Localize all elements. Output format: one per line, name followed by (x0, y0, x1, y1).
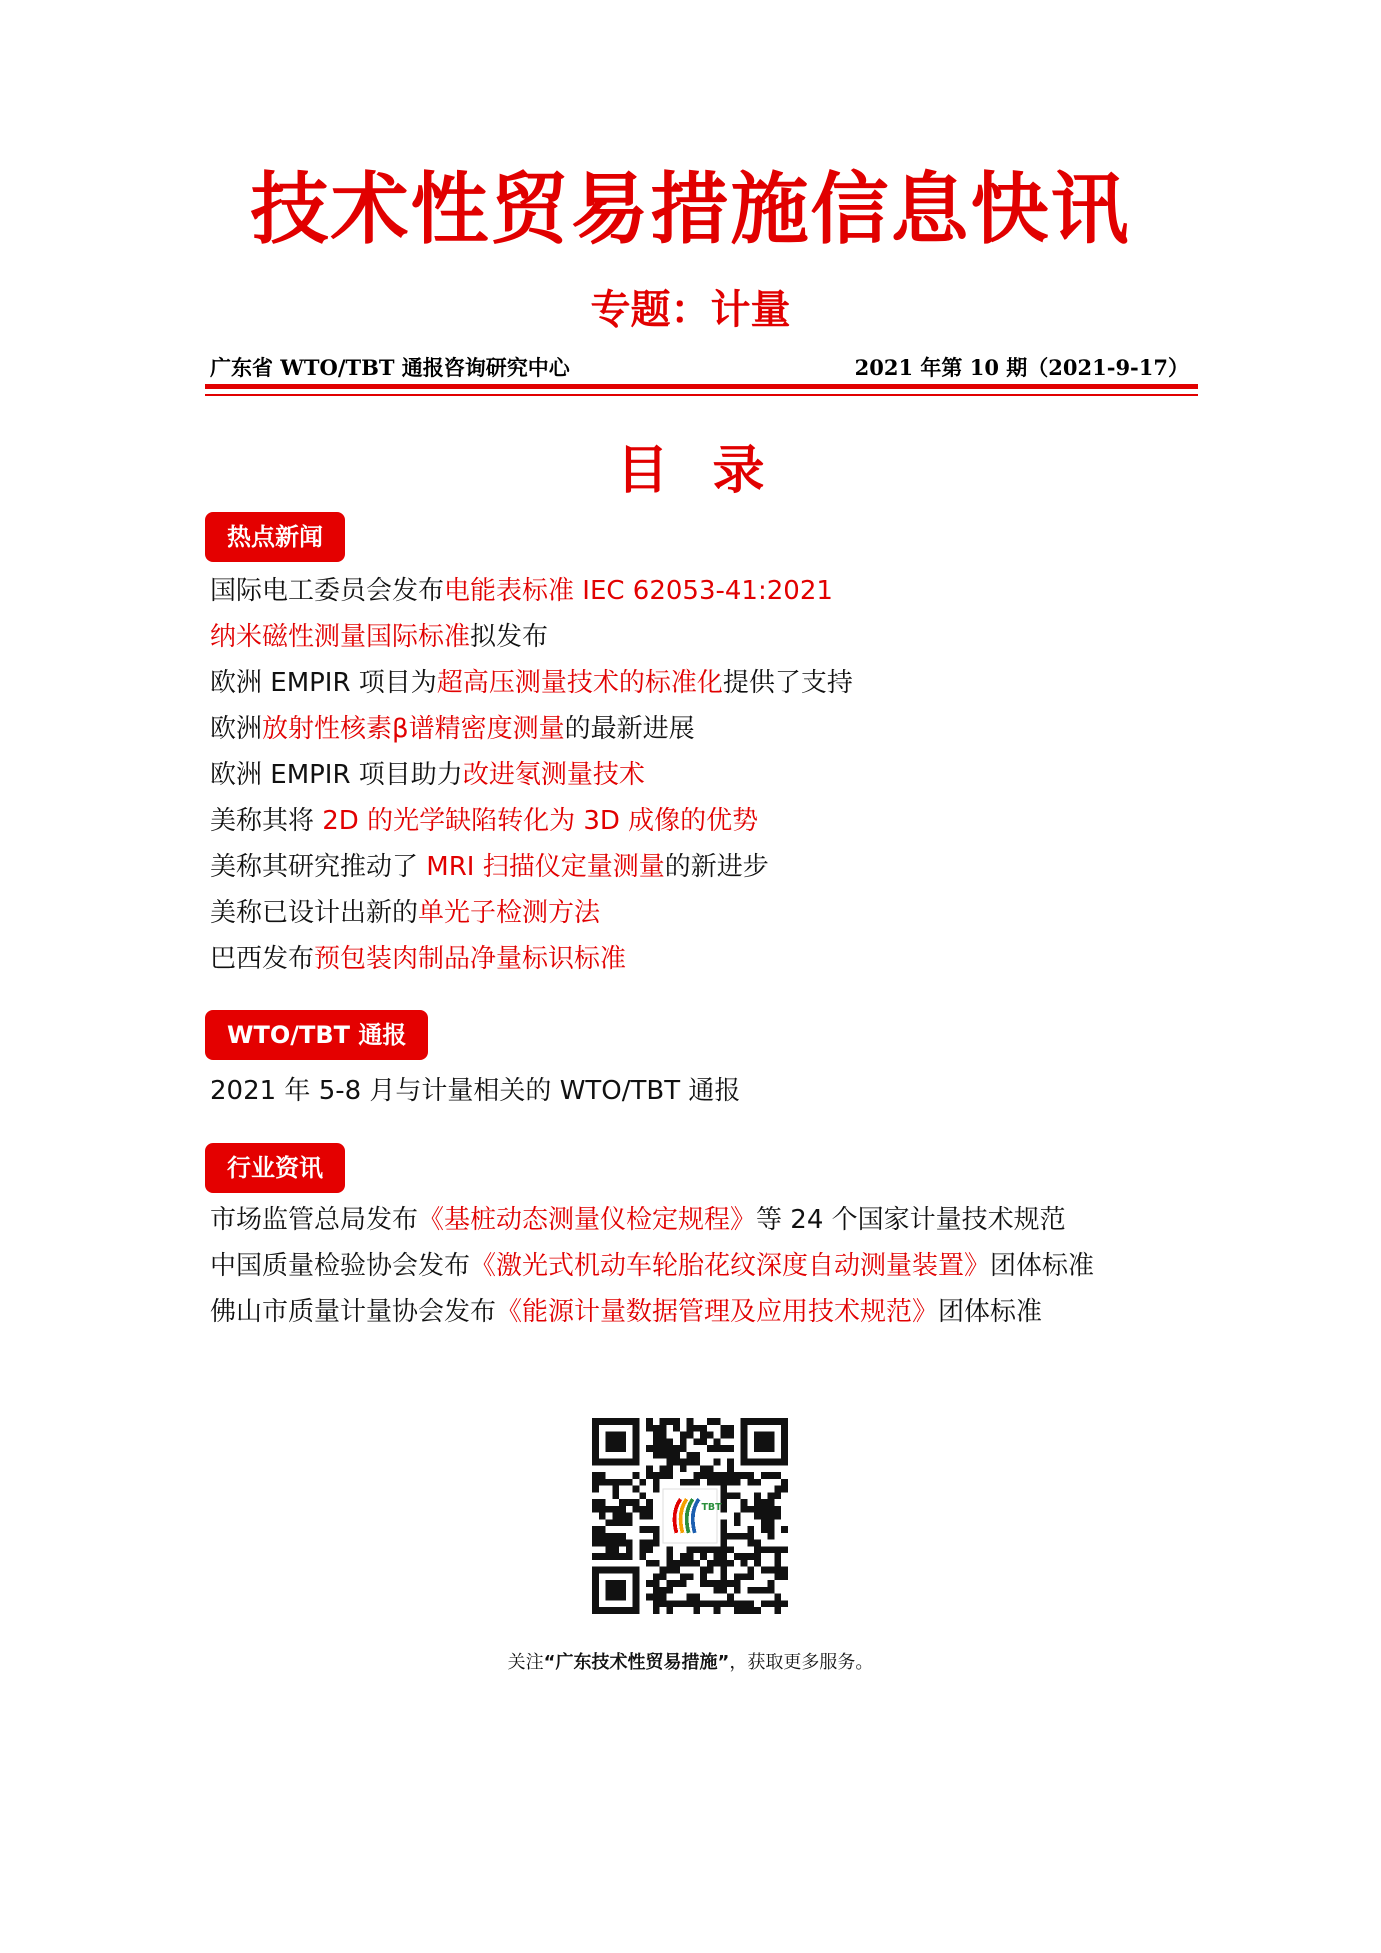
qr-caption (0, 1648, 1381, 1674)
qr-caption-prefix: 关注 (507, 1652, 544, 1673)
toc-entry-text: 国际电工委员会发布 (210, 576, 445, 606)
toc-entry-text: 美称其研究推动了 (210, 852, 427, 882)
toc-entry-text: 佛山市质量计量协会发布 (210, 1297, 497, 1327)
toc-entry-text: 等 24 个国家计量技术规范 (756, 1205, 1066, 1235)
toc-entry[interactable] (210, 614, 853, 660)
toc-entry-highlight: MRI 扫描仪定量测量 (426, 852, 665, 882)
toc-entry-highlight: 《激光式机动车轮胎花纹深度自动测量装置》 (470, 1251, 991, 1281)
header-rule-thin (205, 394, 1198, 396)
section-tag-industry-news: 行业资讯 (205, 1143, 345, 1193)
toc-entry-highlight: 预包装肉制品净量标识标准 (314, 944, 627, 974)
toc-entry[interactable] (210, 1197, 1094, 1243)
qr-logo-icon (663, 1489, 717, 1543)
toc-entry-text: 的最新进展 (564, 714, 695, 744)
toc-entry-highlight: 电能表标准 IEC 62053-41:2021 (444, 576, 833, 606)
toc-entry[interactable] (210, 798, 853, 844)
toc-entry-text: 提供了支持 (722, 668, 853, 698)
toc-entry-text: 美称其将 (210, 806, 323, 836)
toc-entry[interactable] (210, 1068, 740, 1114)
toc-heading: 目录 (616, 441, 809, 501)
toc-entry-highlight: 纳米磁性测量国际标准 (210, 622, 471, 652)
toc-entry-text: 欧洲 EMPIR 项目为 (210, 668, 437, 698)
toc-entry-text: 欧洲 (210, 714, 263, 744)
toc-entry-text: 市场监管总局发布 (210, 1205, 419, 1235)
toc-entry-text: 欧洲 EMPIR 项目助力 (210, 760, 463, 790)
header-rule-thick (205, 384, 1198, 389)
toc-entry-text: 团体标准 (938, 1297, 1043, 1327)
publisher-name: 广东省 WTO/TBT 通报咨询研究中心 (210, 355, 570, 380)
toc-entry-highlight: 超高压测量技术的标准化 (436, 668, 723, 698)
toc-entry[interactable] (210, 660, 853, 706)
toc-entry[interactable] (210, 844, 853, 890)
toc-entry[interactable] (210, 568, 853, 614)
toc-entry-text: 巴西发布 (210, 944, 315, 974)
toc-entry-highlight: 单光子检测方法 (418, 898, 601, 928)
qr-caption-suffix: ，获取更多服务。 (729, 1652, 874, 1673)
industry-news-list (210, 1197, 1094, 1335)
qr-caption-account: “广东技术性贸易措施” (543, 1652, 730, 1673)
toc-entry-text: 拟发布 (470, 622, 549, 652)
toc-entry-highlight: 《能源计量数据管理及应用技术规范》 (496, 1297, 939, 1327)
toc-entry[interactable] (210, 1243, 1094, 1289)
toc-entry[interactable] (210, 706, 853, 752)
toc-entry-text: 美称已设计出新的 (210, 898, 419, 928)
newsletter-title: 技术性贸易措施信息快讯 (250, 165, 1131, 255)
toc-entry-text: 的新进步 (664, 852, 769, 882)
toc-entry[interactable] (210, 752, 853, 798)
toc-entry[interactable] (210, 936, 853, 982)
toc-entry-highlight: 2D 的光学缺陷转化为 3D 成像的优势 (322, 806, 759, 836)
toc-entry-text: 团体标准 (990, 1251, 1095, 1281)
hot-news-list (210, 568, 853, 982)
section-tag-wto-tbt: WTO/TBT 通报 (205, 1010, 428, 1060)
wto-tbt-list (210, 1068, 740, 1114)
qr-code[interactable] (592, 1418, 788, 1614)
section-tag-hot-news: 热点新闻 (205, 512, 345, 562)
issue-info: 2021 年第 10 期（2021-9-17） (854, 355, 1189, 380)
toc-entry-highlight: 改进氡测量技术 (462, 760, 645, 790)
newsletter-subtitle: 专题：计量 (590, 287, 791, 333)
toc-entry-highlight: 放射性核素β谱精密度测量 (262, 714, 565, 744)
toc-entry-text: 中国质量检验协会发布 (210, 1251, 471, 1281)
toc-entry[interactable] (210, 890, 853, 936)
qr-logo-text: TBT (701, 1501, 722, 1513)
toc-entry[interactable] (210, 1289, 1094, 1335)
toc-entry-text: 2021 年 5-8 月与计量相关的 WTO/TBT 通报 (210, 1076, 741, 1106)
toc-entry-highlight: 《基桩动态测量仪检定规程》 (418, 1205, 757, 1235)
